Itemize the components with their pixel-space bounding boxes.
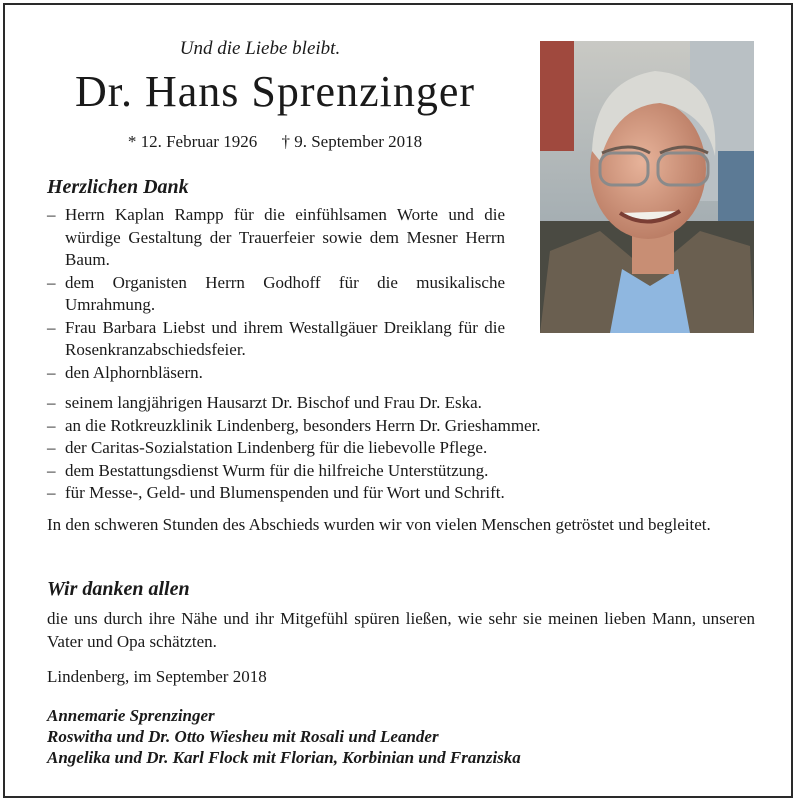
list-item: – der Caritas-Sozialstation Lindenberg für die liebevolle Pflege. <box>47 437 667 460</box>
portrait-photo <box>540 41 754 333</box>
deceased-name: Dr. Hans Sprenzinger <box>74 67 475 116</box>
list-item: – seinem langjährigen Hausarzt Dr. Bischof und Frau Dr. Eska. <box>47 392 667 415</box>
list-item: – dem Organisten Herrn Godhoff für die musikalische Umrahmung. <box>47 272 505 317</box>
thanks-list-second <box>47 392 667 505</box>
list-item: – Frau Barbara Liebst und ihrem Westallgäuer Dreiklang für die Rosenkranzabschiedsfeier. <box>47 317 505 362</box>
comfort-text: In den schweren Stunden des Abschieds wurden wir von vielen Menschen getröstet und begleitet. <box>47 515 711 534</box>
motto: Und die Liebe bleibt. <box>179 38 341 59</box>
thanks-all-text: die uns durch ihre Nähe und ihr Mitgefühl spüren ließen, wie sehr sie meinen lieben Mann, unseren Vater und Opa schätzten. <box>47 609 755 651</box>
list-item: – dem Bestattungsdienst Wurm für die hilfreiche Unterstützung. <box>47 460 667 483</box>
list-item: – den Alphornbläsern. <box>47 362 505 385</box>
place-date: Lindenberg, im September 2018 <box>47 667 267 686</box>
signature-line: Roswitha und Dr. Otto Wiesheu mit Rosali und Leander <box>47 727 439 746</box>
birth-date: * 12. Februar 1926 <box>127 132 258 151</box>
signature-line: Annemarie Sprenzinger <box>47 706 215 725</box>
signature-line: Angelika und Dr. Karl Flock mit Florian, Korbinian und Franziska <box>47 748 521 767</box>
thanks-list-first <box>47 204 505 384</box>
list-item: – an die Rotkreuzklinik Lindenberg, besonders Herrn Dr. Grieshammer. <box>47 415 667 438</box>
thanks-all-heading: Wir danken allen <box>47 578 190 600</box>
life-dates <box>0 132 550 152</box>
thanks-heading: Herzlichen Dank <box>47 176 189 198</box>
list-item: – Herrn Kaplan Rampp für die einfühlsamen Worte und die würdige Gestaltung der Trauerfeier sowie dem Mesner Herrn Baum. <box>47 204 505 272</box>
list-item: – für Messe-, Geld- und Blumenspenden und für Wort und Schrift. <box>47 482 667 505</box>
death-date: † 9. September 2018 <box>281 132 423 151</box>
